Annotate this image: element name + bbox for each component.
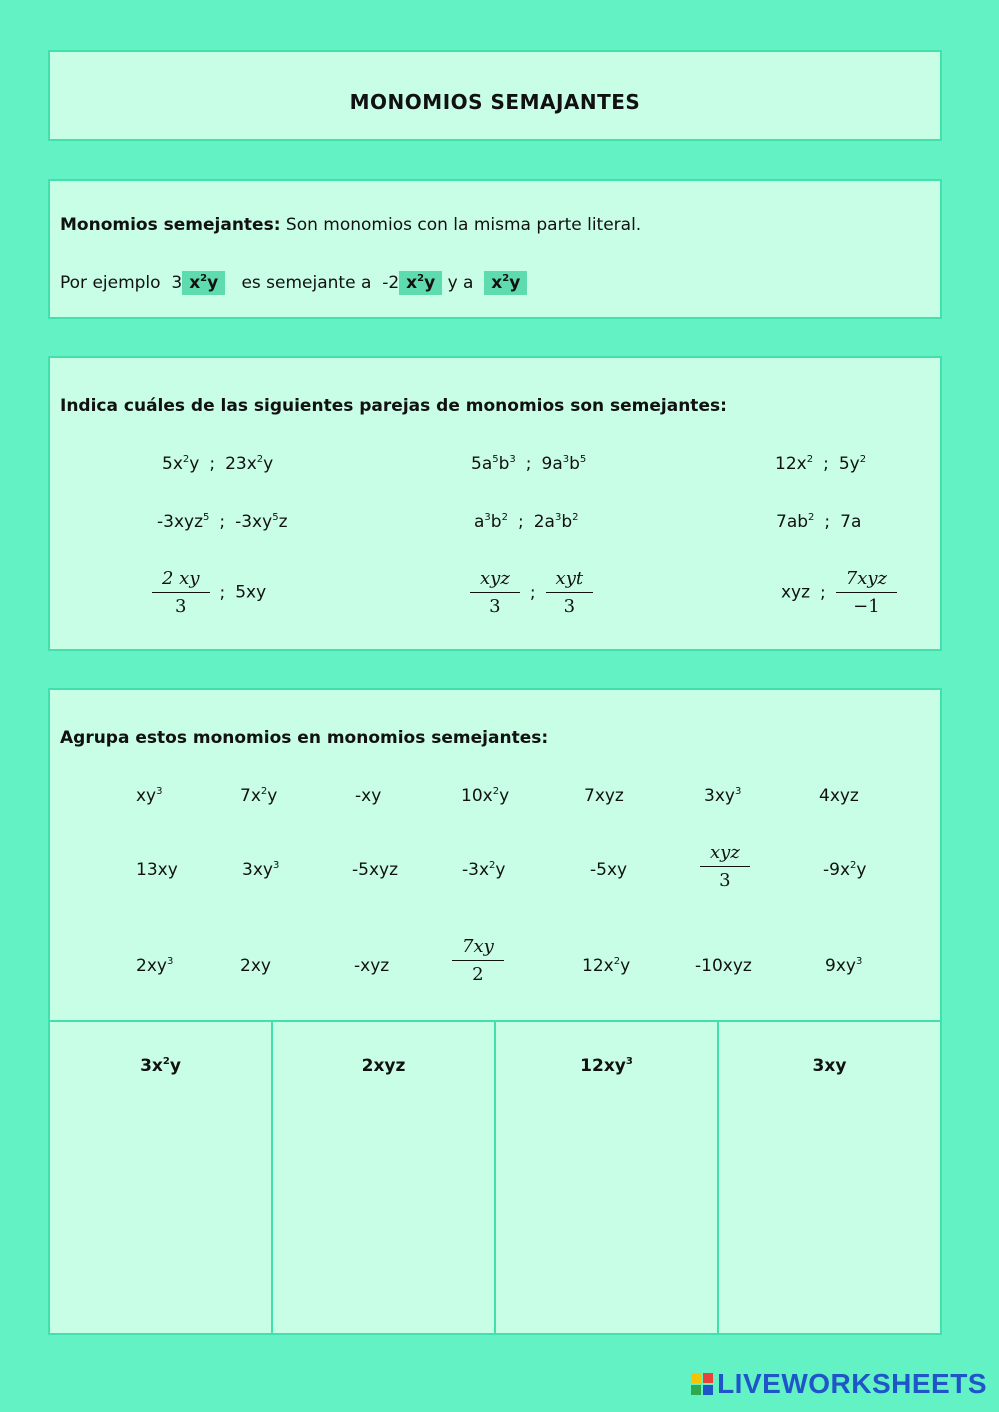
definition-line [60, 215, 641, 235]
exercise1-instruction: Indica cuáles de las siguientes parejas de monomios son semejantes: [60, 396, 727, 416]
monomial[interactable]: $9xy^3$ [825, 956, 863, 976]
monomial[interactable] [700, 842, 750, 891]
definition-term: Monomios semejantes: [60, 215, 281, 235]
example-line [60, 271, 527, 295]
group-columns [50, 1020, 940, 1333]
group-drop-zone-4[interactable]: 3xy [812, 1056, 847, 1076]
brand-text: LIVEWORKSHEETS [717, 1368, 987, 1399]
fraction: $\frac{2 xy}{3}$ [152, 568, 210, 617]
pair-6: $7ab^2$ ; 7a [776, 512, 862, 532]
monomial[interactable]: 4xyz [819, 786, 859, 806]
pair-7: $\frac{2 xy}{3}$ ; 5xy [152, 568, 266, 617]
liveworksheets-logo [691, 1368, 987, 1400]
page-title: MONOMIOS SEMAJANTES [349, 90, 641, 114]
pair-2: $5a^5b^3$ ; $9a^3b^5$ [471, 454, 587, 474]
monomial[interactable]: -5xy [590, 860, 628, 880]
monomial[interactable]: $3xy^3$ [704, 786, 742, 806]
logo-icon [691, 1373, 713, 1395]
monomial[interactable]: -5xyz [352, 860, 398, 880]
group-drop-zone-1[interactable]: $3x^2y$ [50, 1022, 273, 1333]
fraction: $\frac{\text{7xyz}}{-1}$ [836, 568, 897, 617]
example-prefix: Por ejemplo [60, 273, 161, 293]
title-panel [48, 50, 942, 141]
fraction: $\frac{7xy}{2}$ [452, 936, 504, 985]
fraction: $\frac{\text{xyz}}{3}$ [470, 568, 520, 617]
group-drop-zone-3[interactable]: $12xy^3$ [496, 1022, 719, 1333]
example-coef-2: -2 [382, 273, 400, 293]
pair-3: $12x^2$ ; $5y^2$ [775, 454, 867, 474]
group-drop-zone-2[interactable]: 2xyz [273, 1022, 496, 1333]
monomial[interactable]: $10x^2y$ [461, 786, 510, 806]
monomial[interactable]: 13xy [136, 860, 178, 880]
monomial[interactable]: 2xy [240, 956, 271, 976]
fraction: $\frac{\text{xyt}}{3}$ [546, 568, 594, 617]
definition-panel [48, 179, 942, 319]
monomial[interactable]: $12x^2y$ [582, 956, 631, 976]
pair-1: $5x^2y$ ; $23x^2y$ [162, 454, 274, 474]
exercise2-panel [48, 688, 942, 1335]
pair-5: $a^3b^2$ ; $2a^3b^2$ [474, 512, 579, 532]
example-middle: es semejante a [241, 273, 372, 293]
pair-9: xyz ; $\frac{\text{7xyz}}{-1}$ [781, 568, 897, 617]
monomial[interactable]: $3xy^3$ [242, 860, 280, 880]
exercise2-instruction: Agrupa estos monomios en monomios semejantes: [60, 728, 549, 748]
pair-8: $\frac{\text{xyz}}{3}$ ; $\frac{\text{xyt}}{3}$ [470, 568, 593, 617]
monomial[interactable]: $-3x^2y$ [462, 860, 506, 880]
example-coef-1: 3 [171, 273, 183, 293]
monomial[interactable]: $2xy^3$ [136, 956, 174, 976]
exercise1-panel [48, 356, 942, 651]
monomial[interactable]: -xyz [354, 956, 390, 976]
monomial[interactable]: $-9x^2y$ [823, 860, 867, 880]
monomial[interactable]: -10xyz [695, 956, 752, 976]
example-conj: y a [447, 273, 474, 293]
monomial[interactable]: -xy [355, 786, 382, 806]
monomial[interactable] [452, 936, 504, 985]
example-literal-1: $x^2y$ [182, 271, 225, 295]
monomial[interactable]: 7xyz [584, 786, 624, 806]
pair-4: -3xyz$^5$ ; $-3xy^5z$ [157, 512, 288, 532]
fraction: $\frac{\text{xyz}}{3}$ [700, 842, 750, 891]
example-literal-2: $x^2y$ [399, 271, 442, 295]
monomial[interactable]: $xy^3$ [136, 786, 163, 806]
example-literal-3: $x^2y$ [484, 271, 527, 295]
definition-text: Son monomios con la misma parte literal. [285, 215, 642, 235]
monomial[interactable]: $7x^2y$ [240, 786, 278, 806]
